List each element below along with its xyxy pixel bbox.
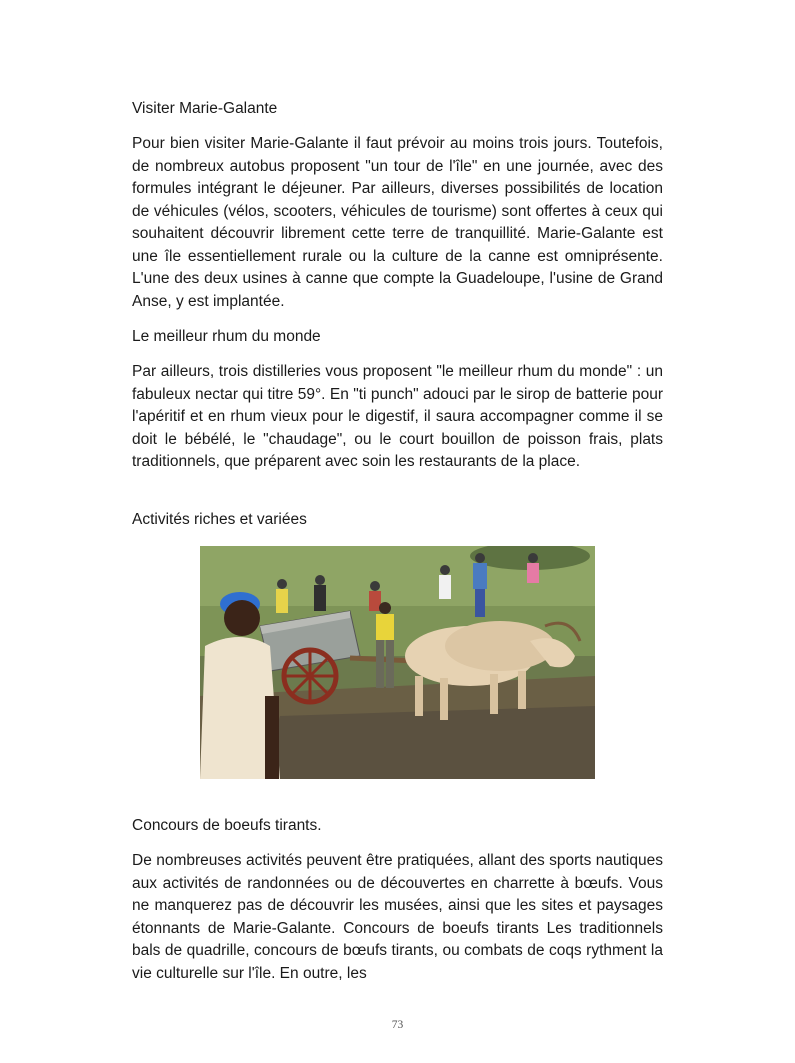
paragraph-rum: Par ailleurs, trois distilleries vous proposent "le meilleur rhum du monde" : un fabuleux nectar qui titre 59°. En "ti punch" adouci par le sirop de batterie pour l'apéritif et en rhum vieux pour le digestif, il saura accompagner comme il se doit le bébélé, le "chaudage", ou le court bouillon de poisson frais, plats traditionnels, que préparent avec soin les restaurants de la place. xyxy=(132,363,663,470)
ox-pulling-photo xyxy=(200,546,595,779)
section-heading-activities: Activités riches et variées xyxy=(132,511,307,528)
paragraph-activities: De nombreuses activités peuvent être pratiquées, allant des sports nautiques aux activités de randonnées ou de découvertes en charrette à bœufs. Vous ne manquerez pas de découvrir les musées, ainsi que les sites et paysages étonnants de Marie-Galante. Concours de boeufs tirants Les traditionnels bals de quadrille, concours de bœufs tirants, ou combats de coqs rythment la vie culturelle sur l'île. En outre, les xyxy=(132,852,663,982)
photo-caption: Concours de boeufs tirants. xyxy=(132,817,322,834)
section-heading-visit: Visiter Marie-Galante xyxy=(132,100,278,117)
section-heading-rum: Le meilleur rhum du monde xyxy=(132,328,321,345)
page-number: 73 xyxy=(391,1019,404,1031)
paragraph-visit: Pour bien visiter Marie-Galante il faut prévoir au moins trois jours. Toutefois, de nombreux autobus proposent "un tour de l'île" en une journée, avec des formules intégrant le déjeuner. Par ailleurs, diverses possibilités de location de véhicules (vélos, scooters, véhicules de tourisme) sont offertes à ceux qui souhaitent découvrir librement cette terre de tranquillité. Marie-Galante est une île essentiellement rurale ou la culture de la canne est omniprésente. L'une des deux usines à canne que compte la Guadeloupe, l'usine de Grand Anse, y est implantée. xyxy=(132,135,663,310)
